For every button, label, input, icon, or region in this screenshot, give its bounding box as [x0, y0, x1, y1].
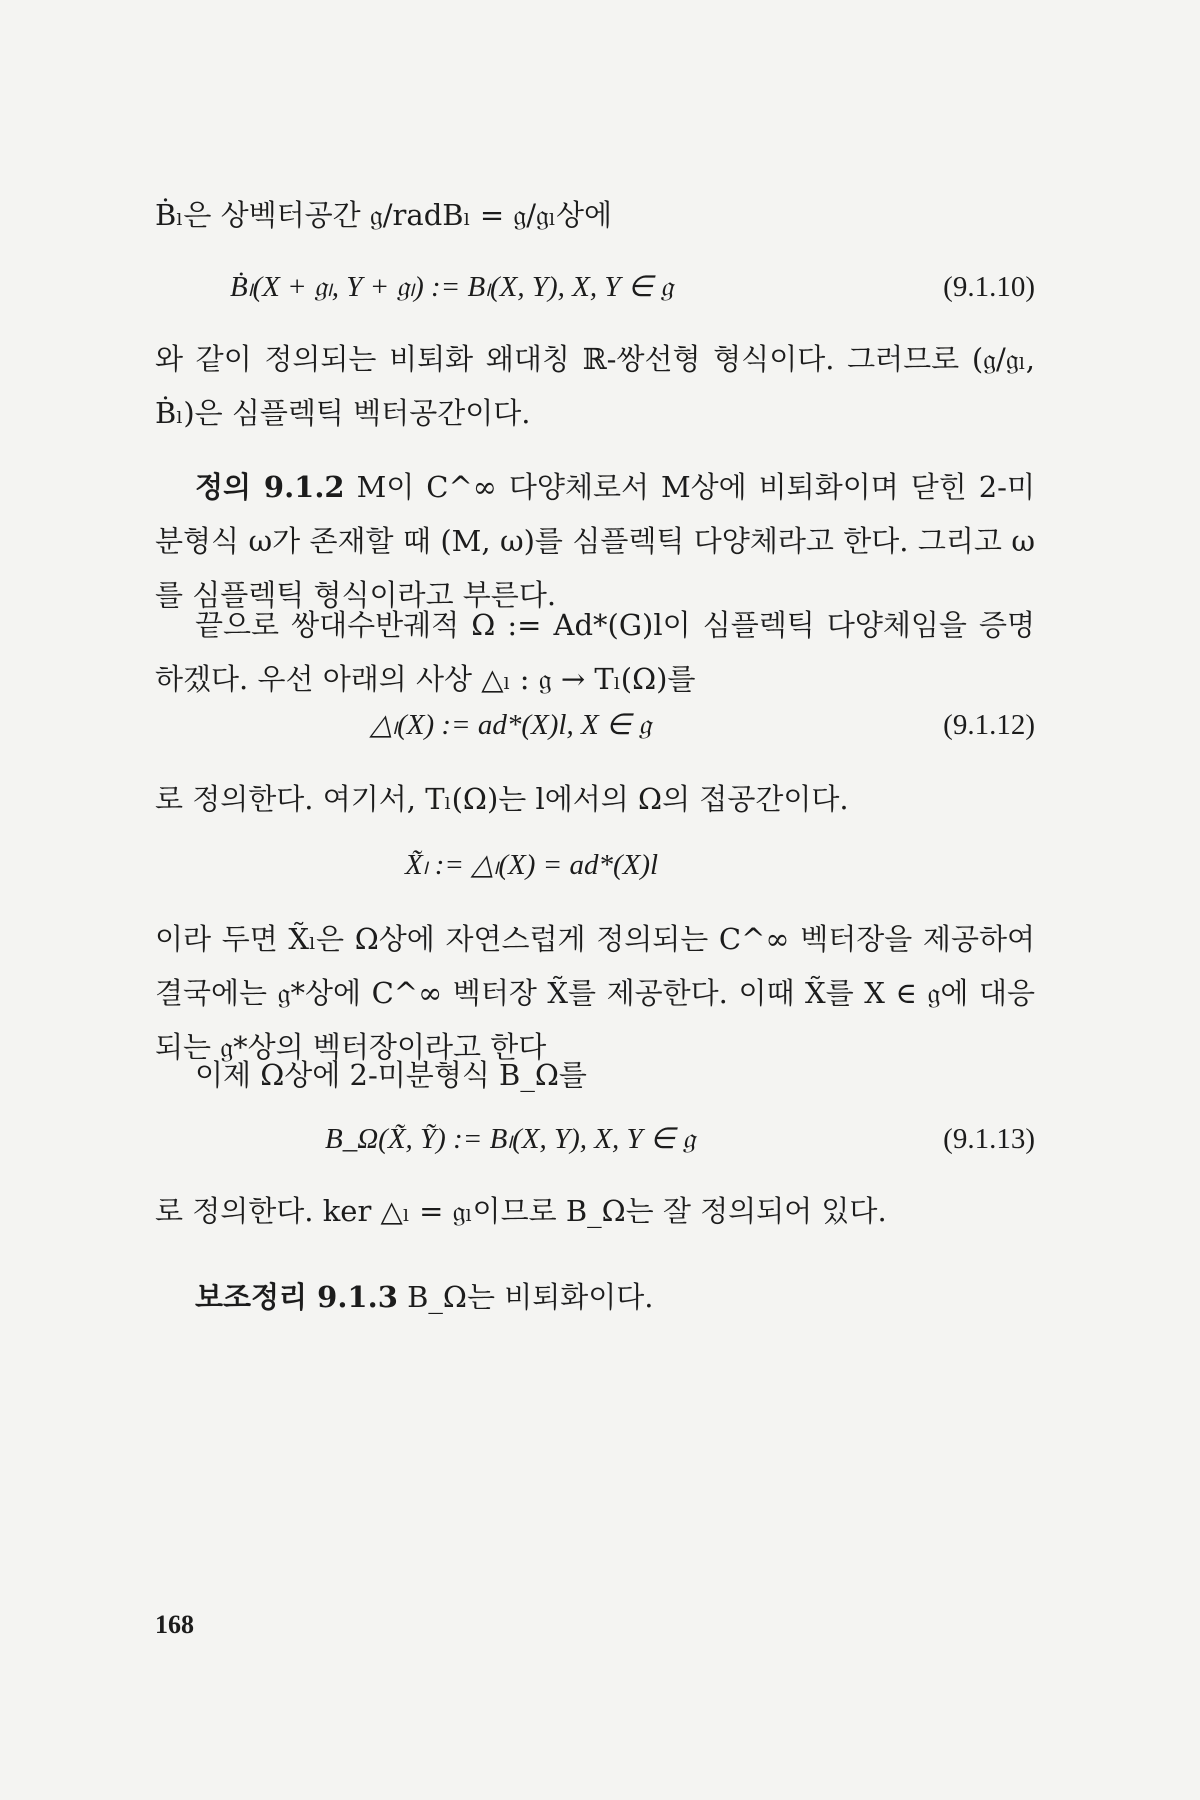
paragraph-symplectic-vector-space: 와 같이 정의되는 비퇴화 왜대칭 ℝ-쌍선형 형식이다. 그러므로 (𝔤/𝔤ₗ, Ḃₗ)은 심플렉틱 벡터공간이다.: [155, 342, 1035, 430]
equation-9-1-12: [155, 698, 1035, 752]
lemma-9-1-3: [155, 1270, 1035, 1324]
equation-number: (9.1.10): [943, 271, 1035, 303]
paragraph-well-defined: 로 정의한다. ker △ₗ = 𝔤ₗ이므로 B_Ω는 잘 정의되어 있다.: [155, 1194, 887, 1228]
equation-body: X̃ₗ := △ₗ(X) = ad*(X)l: [405, 849, 659, 881]
equation-number: (9.1.12): [943, 709, 1035, 741]
paragraph-vector-field: 이라 두면 X̃ₗ은 Ω상에 자연스럽게 정의되는 C^∞ 벡터장을 제공하여 결국에는 𝔤*상에 C^∞ 벡터장 X̃를 제공한다. 이때 X̃를 X ∈ 𝔤에 대응되는 𝔤*상의 벡터장이라고 한다: [155, 922, 1035, 1064]
equation-9-1-13: [155, 1112, 1035, 1166]
page-number: 168: [155, 1610, 194, 1639]
paragraph-coadjoint-orbit: 끝으로 쌍대수반궤적 Ω := Ad*(G)l이 심플렉틱 다양체임을 증명하겠다. 우선 아래의 사상 △ₗ : 𝔤 → Tₗ(Ω)를: [155, 608, 1035, 696]
paragraph-intro: Ḃₗ은 상벡터공간 𝔤/radBₗ = 𝔤/𝔤ₗ상에: [155, 198, 612, 232]
equation-body: △ₗ(X) := ad*(X)l, X ∈ 𝔤: [370, 709, 652, 741]
definition-label: 정의 9.1.2: [195, 470, 345, 504]
lemma-text: B_Ω는 비퇴화이다.: [397, 1280, 654, 1314]
equation-9-1-10: [155, 260, 1035, 314]
equation-vector-field: [155, 838, 1035, 892]
lemma-label: 보조정리 9.1.3: [195, 1280, 398, 1314]
equation-body: Ḃₗ(X + 𝔤ₗ, Y + 𝔤ₗ) := Bₗ(X, Y), X, Y ∈ 𝔤: [230, 271, 674, 303]
equation-number: (9.1.13): [943, 1123, 1035, 1155]
paragraph-tangent-space: 로 정의한다. 여기서, Tₗ(Ω)는 l에서의 Ω의 접공간이다.: [155, 782, 849, 816]
paragraph-2-form: 이제 Ω상에 2-미분형식 B_Ω를: [195, 1058, 587, 1092]
definition-text: M이 C^∞ 다양체로서 M상에 비퇴화이며 닫힌 2-미분형식 ω가 존재할 때 (M, ω)를 심플렉틱 다양체라고 한다. 그리고 ω를 심플렉틱 형식이라고 부른다.: [155, 470, 1035, 612]
equation-body: B_Ω(X̃, Ỹ) := Bₗ(X, Y), X, Y ∈ 𝔤: [325, 1123, 696, 1155]
